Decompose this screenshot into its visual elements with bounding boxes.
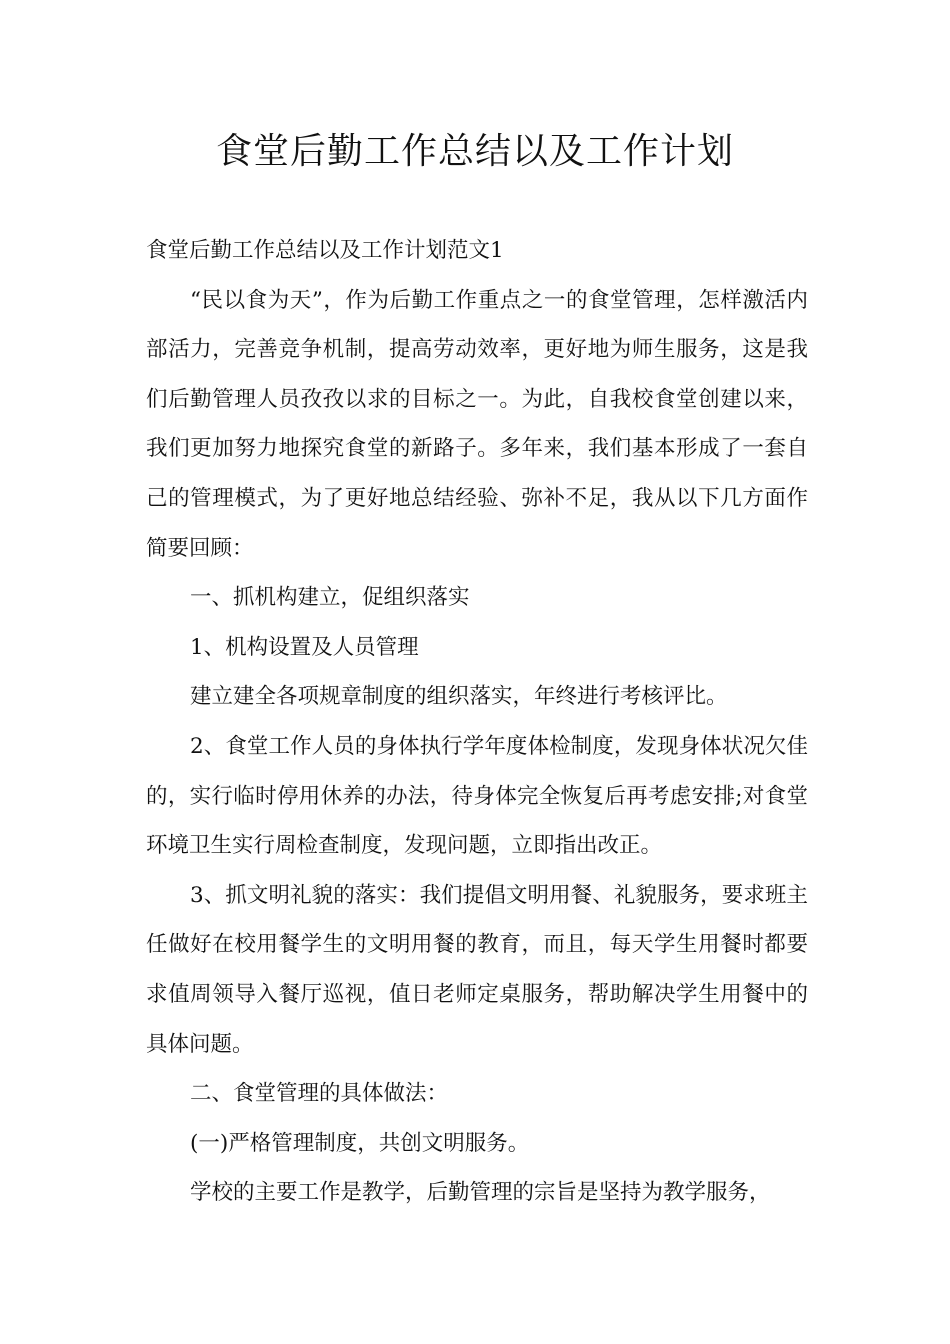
subsection-heading: 1、机构设置及人员管理 <box>190 634 419 660</box>
document-title: 食堂后勤工作总结以及工作计划 <box>215 131 734 172</box>
section-heading: 二、食堂管理的具体做法： <box>190 1081 449 1107</box>
body-paragraph: 建立建全各项规章制度的组织落实，年终进行考核评比。 <box>190 684 728 710</box>
section-heading: 一、抓机构建立，促组织落实 <box>190 585 470 611</box>
section-heading: 食堂后勤工作总结以及工作计划范文1 <box>146 238 504 263</box>
body-paragraph: 2、食堂工作人员的身体执行学年度体检制度，发现身体状况欠佳的，实行临时停用休养的办法，待身体完全恢复后再考虑安排;对食堂环境卫生实行周检查制度，发现问题，立即指出改正。 <box>146 733 808 859</box>
document-body <box>146 226 808 1218</box>
subsection-heading: (一)严格管理制度，共创文明服务。 <box>190 1130 530 1156</box>
body-paragraph: 3、抓文明礼貌的落实：我们提倡文明用餐、礼貌服务，要求班主任做好在校用餐学生的文明用餐的教育，而且，每天学生用餐时都要求值周领导入餐厅巡视，值日老师定桌服务，帮助解决学生用餐中的具体问题。 <box>146 882 808 1057</box>
body-paragraph: 学校的主要工作是教学，后勤管理的宗旨是坚持为教学服务， <box>190 1180 771 1206</box>
intro-paragraph: “民以食为天”，作为后勤工作重点之一的食堂管理，怎样激活内部活力，完善竞争机制，提高劳动效率，更好地为师生服务，这是我们后勤管理人员孜孜以求的目标之一。为此，自我校食堂创建以来，我们更加努力地探究食堂的新路子。多年来，我们基本形成了一套自己的管理模式，为了更好地总结经验、弥补不足，我从以下几方面作简要回顾： <box>146 287 808 561</box>
